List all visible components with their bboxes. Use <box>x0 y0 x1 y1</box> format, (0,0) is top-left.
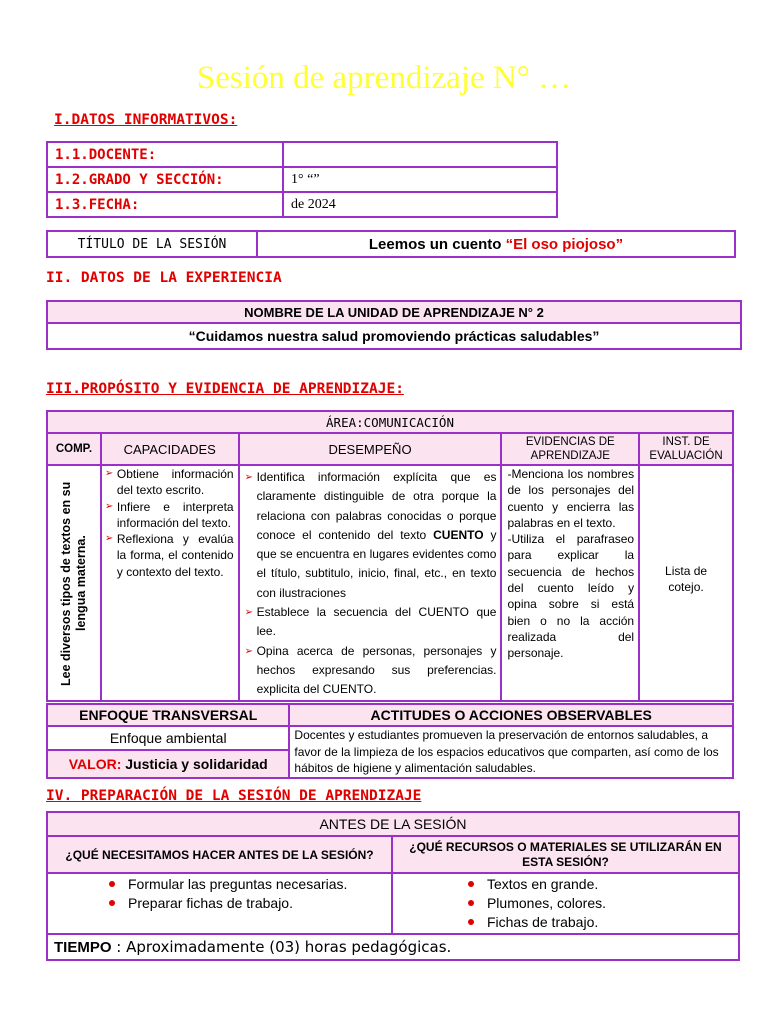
list-item: Formular las preguntas necesarias. <box>98 875 391 894</box>
list-item: Preparar fichas de trabajo. <box>98 894 391 913</box>
inst-header: INST. DE EVALUACIÓN <box>639 433 733 465</box>
enfoque-value: Enfoque ambiental <box>47 726 289 750</box>
unit-label: NOMBRE DE LA UNIDAD DE APRENDIZAJE N° 2 <box>47 301 741 323</box>
actitudes-value: Docentes y estudiantes promueven la preservación de entornos saludables, a favor de la limpieza de los espacios educativos que comparten, así como de los hábitos de higiene y alimentación saludables. <box>289 726 733 778</box>
capacidades-cell <box>101 465 239 701</box>
enfoque-table <box>46 703 734 779</box>
competencia-text: Lee diversos tipos de textos en su lengua materna. <box>58 480 88 686</box>
q2-header: ¿QUÉ RECURSOS O MATERIALES SE UTILIZARÁN EN ESTA SESIÓN? <box>392 836 739 873</box>
list-item: Plumones, colores. <box>457 894 738 913</box>
preparacion-table <box>46 811 740 961</box>
enfoque-header: ENFOQUE TRANSVERSAL <box>47 704 289 726</box>
competencia-cell <box>47 465 101 701</box>
valor-cell <box>47 750 289 778</box>
tiempo-value: : Aproximadamente (03) horas pedagógicas. <box>111 938 452 956</box>
desempeno-1-bold: CUENTO <box>433 527 484 542</box>
valor-value: Justicia y solidaridad <box>125 755 268 772</box>
desempeno-1b: y que se encuentra en lugares evidentes como el título, subtitulo, inicio, final, etc., en texto con ilustraciones <box>256 527 497 600</box>
page-title: Sesión de aprendizaje N° … <box>196 60 572 96</box>
evidencia-2: -Utiliza el parafraseo para explicar la secuencia de hechos del cuento leído y opina sobre si está bien o no la acción realizada del personaje. <box>507 532 635 661</box>
proposito-table <box>46 410 734 702</box>
comp-header: COMP. <box>47 433 101 465</box>
section-4-heading: IV. PREPARACIÓN DE LA SESIÓN DE APRENDIZAJE <box>46 788 422 804</box>
unit-name: “Cuidamos nuestra salud promoviendo prácticas saludables” <box>47 323 741 349</box>
fecha-value: de 2024 <box>283 192 557 217</box>
q1-header: ¿QUÉ NECESITAMOS HACER ANTES DE LA SESIÓN? <box>47 836 392 873</box>
tiempo-cell <box>47 934 739 960</box>
list-item: ➢ Opina acerca de personas, personajes y hechos expresando sus preferencias. explicita del CUENTO. <box>245 642 497 700</box>
actitudes-header: ACTITUDES O ACCIONES OBSERVABLES <box>289 704 733 726</box>
evidencias-cell <box>501 465 639 701</box>
instrumento: Lista de cotejo. <box>665 563 708 594</box>
grado-value: 1° “” <box>283 167 557 192</box>
area-header: ÁREA:COMUNICACIÓN <box>47 411 733 433</box>
docente-label: 1.1.DOCENTE: <box>47 142 283 167</box>
section-1-heading: I.DATOS INFORMATIVOS: <box>54 112 238 128</box>
recursos-cell <box>392 873 739 934</box>
table-row <box>47 167 557 192</box>
datos-informativos-table <box>46 141 558 218</box>
valor-label: VALOR: <box>68 755 122 772</box>
evidencia-1: -Menciona los nombres de los personajes del cuento y encierra las palabras en el texto. <box>507 467 635 530</box>
list-item: Textos en grande. <box>457 875 738 894</box>
list-item: ➢ Establece la secuencia del CUENTO que lee. <box>245 603 497 642</box>
desempeno-cell <box>239 465 502 701</box>
table-row <box>47 142 557 167</box>
session-title-table <box>46 230 736 258</box>
list-item: ➢ Infiere e interpreta información del texto. <box>105 499 234 532</box>
grado-label: 1.2.GRADO Y SECCIÓN: <box>47 167 283 192</box>
session-title-label: TÍTULO DE LA SESIÓN <box>47 231 257 257</box>
table-row <box>47 192 557 217</box>
session-title-prefix: Leemos un cuento <box>368 235 506 253</box>
evidencias-header: EVIDENCIAS DE APRENDIZAJE <box>501 433 639 465</box>
capacidades-header: CAPACIDADES <box>101 433 239 465</box>
docente-value <box>283 142 557 167</box>
list-item <box>245 468 497 603</box>
desempeno-header: DESEMPEÑO <box>239 433 502 465</box>
fecha-label: 1.3.FECHA: <box>47 192 283 217</box>
tiempo-label: TIEMPO <box>54 939 112 956</box>
section-3-heading: III.PROPÓSITO Y EVIDENCIA DE APRENDIZAJE: <box>46 381 404 397</box>
antes-items-cell <box>47 873 392 934</box>
desempeno-1a: Identifica información explícita que es claramente distinguible de otra porque la relaciona con palabras conocidas o porque conoce el contenido del texto <box>256 470 497 542</box>
list-item: ➢ Obtiene información del texto escrito. <box>105 466 234 499</box>
session-title-value <box>257 231 735 257</box>
section-2-heading: II. DATOS DE LA EXPERIENCIA <box>46 270 282 286</box>
instrumento-cell <box>639 465 733 701</box>
session-title-highlight: “El oso piojoso” <box>505 235 624 253</box>
list-item: Fichas de trabajo. <box>457 913 738 932</box>
unidad-table <box>46 300 742 350</box>
antes-header: ANTES DE LA SESIÓN <box>47 812 739 836</box>
list-item: ➢ Reflexiona y evalúa la forma, el contenido y contexto del texto. <box>105 531 234 580</box>
